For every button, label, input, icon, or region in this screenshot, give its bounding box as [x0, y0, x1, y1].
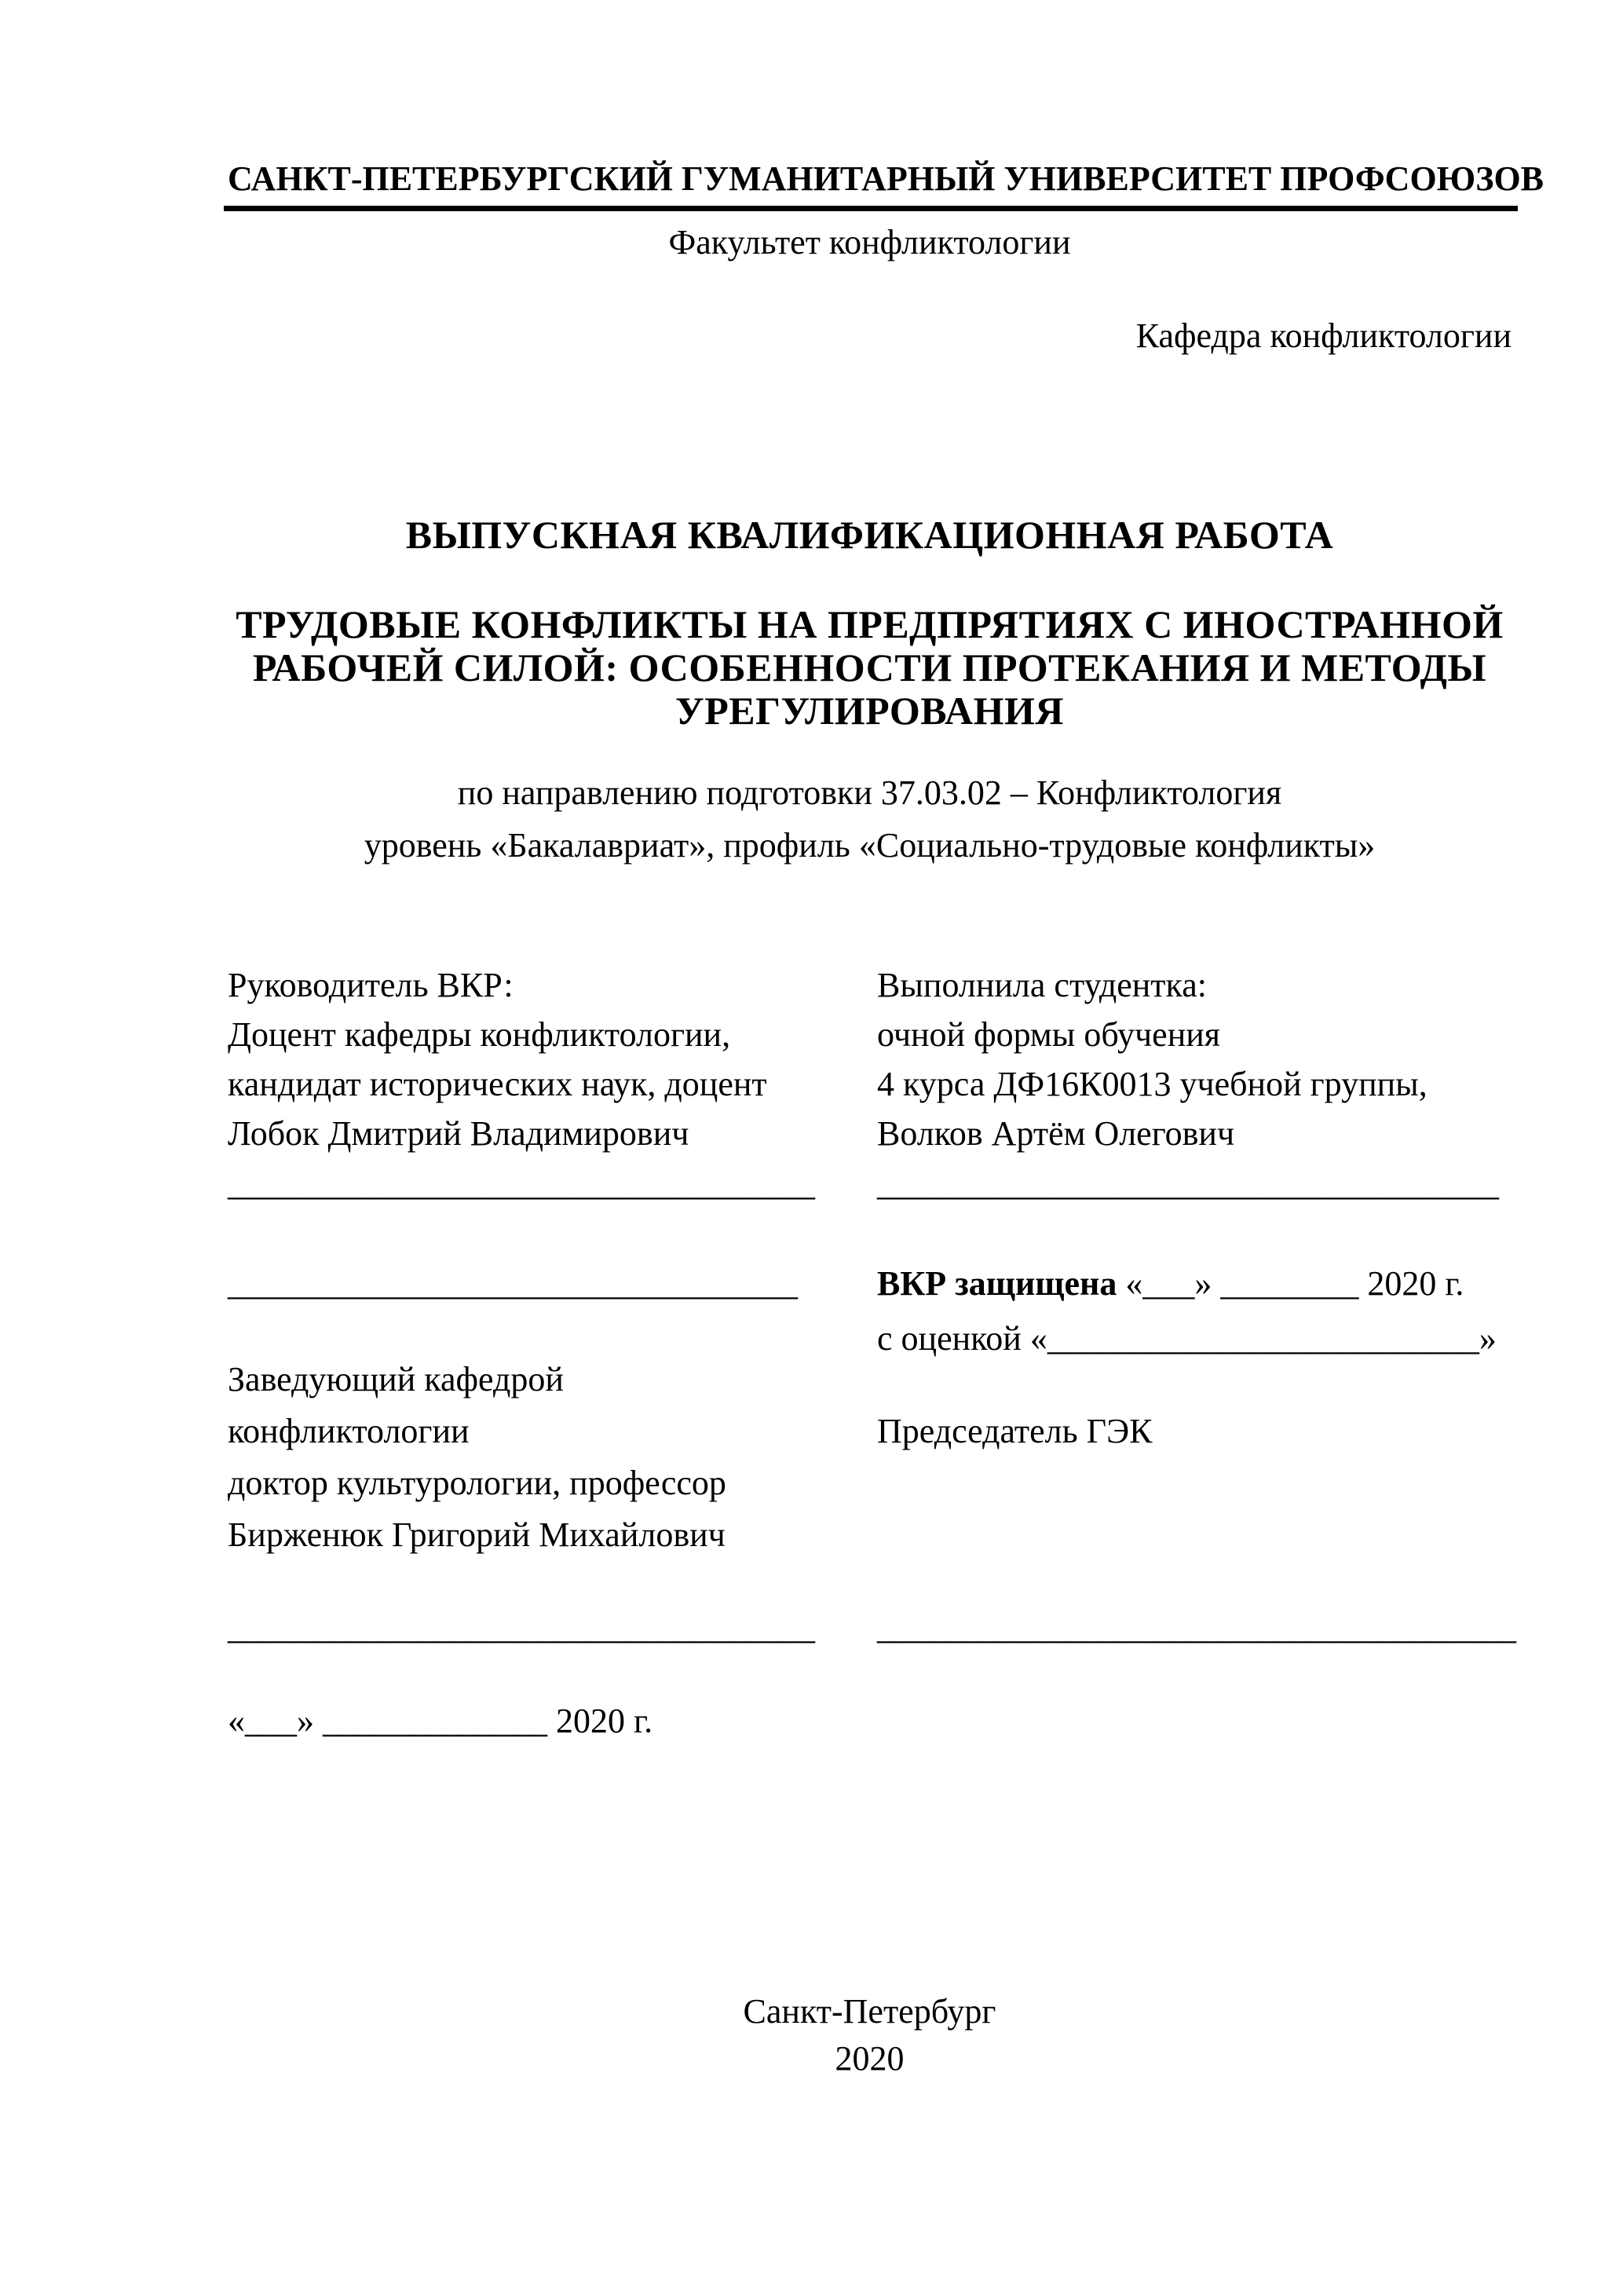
department-head-name: Бирженюк Григорий Михайлович — [228, 1515, 726, 1554]
department-head-heading-line-1: Заведующий кафедрой — [228, 1360, 564, 1398]
supervisor-name: Лобок Дмитрий Владимирович — [228, 1114, 689, 1153]
thesis-title-line-2: РАБОЧЕЙ СИЛОЙ: ОСОБЕННОСТИ ПРОТЕКАНИЯ И МЕТОДЫ — [252, 645, 1487, 689]
student-signature-line: ____________________________________ — [877, 1164, 1499, 1203]
defense-status-bold-label: ВКР защищена — [877, 1264, 1117, 1303]
defense-signature-line: _____________________________________ — [877, 1608, 1516, 1647]
supervisor-position-line-2: кандидат исторических наук, доцент — [228, 1065, 767, 1103]
header-divider-rule — [224, 206, 1518, 211]
city-name: Санкт-Петербург — [743, 1992, 996, 2031]
department-head-degree-line: доктор культурологии, профессор — [228, 1464, 726, 1502]
level-profile-line: уровень «Бакалавриат», профиль «Социально-трудовые конфликты» — [364, 826, 1376, 865]
program-line: по направлению подготовки 37.03.02 – Конфликтология — [457, 773, 1282, 812]
thesis-title-line-1: ТРУДОВЫЕ КОНФЛИКТЫ НА ПРЕДПРЯТИЯХ С ИНОСТРАННОЙ — [236, 602, 1504, 646]
defense-grade-line: с оценкой «_________________________» — [877, 1319, 1497, 1358]
thesis-title-line-3: УРЕГУЛИРОВАНИЯ — [675, 689, 1064, 733]
defense-status-line — [877, 1262, 1517, 1306]
work-type-heading: ВЫПУСКНАЯ КВАЛИФИКАЦИОННАЯ РАБОТА — [405, 513, 1334, 557]
supervisor-position-line-1: Доцент кафедры конфликтологии, — [228, 1015, 731, 1054]
department-head-date-line: «___» _____________ 2020 г. — [228, 1702, 653, 1740]
defense-status-date-blank: «___» ________ 2020 г. — [1117, 1264, 1464, 1303]
gek-chairman-label: Председатель ГЭК — [877, 1412, 1153, 1450]
department-head-bottom-signature-line: __________________________________ — [228, 1608, 815, 1647]
supervisor-signature-line: __________________________________ — [228, 1164, 815, 1203]
faculty-name: Факультет конфликтологии — [668, 223, 1071, 261]
student-info-line-2: 4 курса ДФ16К0013 учебной группы, — [877, 1065, 1427, 1103]
department-head-heading-line-2: конфликтологии — [228, 1412, 470, 1450]
student-heading: Выполнила студентка: — [877, 966, 1207, 1004]
year-label: 2020 — [835, 2039, 905, 2078]
university-name: САНКТ-ПЕТЕРБУРГСКИЙ ГУМАНИТАРНЫЙ УНИВЕРСИТЕТ ПРОФСОЮЗОВ — [228, 159, 1544, 198]
department-name: Кафедра конфликтологии — [1135, 316, 1512, 355]
supervisor-heading: Руководитель ВКР: — [228, 966, 514, 1004]
department-head-signature-line: _________________________________ — [228, 1264, 798, 1303]
student-name: Волков Артём Олегович — [877, 1114, 1235, 1153]
student-info-line-1: очной формы обучения — [877, 1015, 1221, 1054]
